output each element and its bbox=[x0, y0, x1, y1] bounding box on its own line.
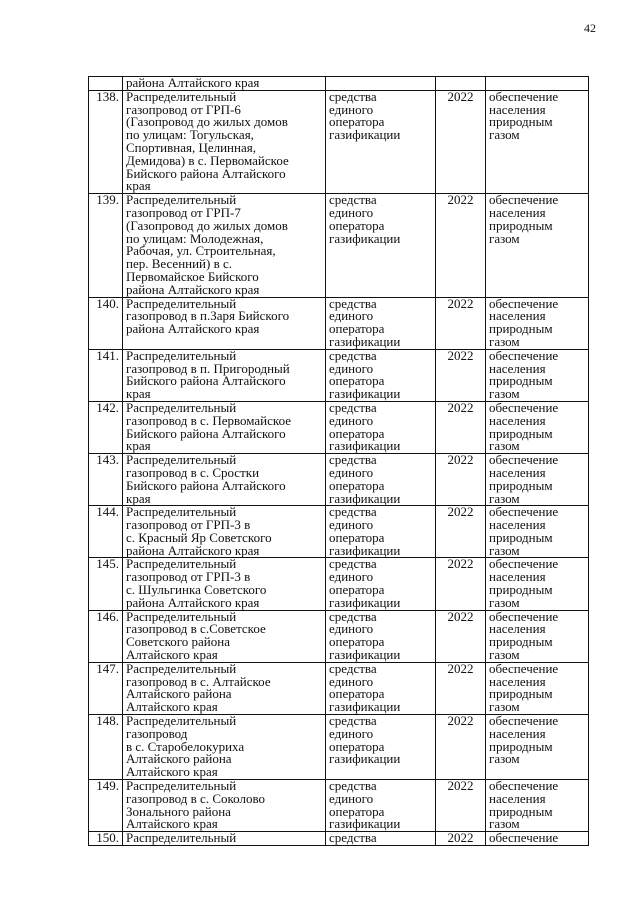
cell-year: 2022 bbox=[436, 506, 486, 558]
cell-purpose: обеспечение населения природным газом bbox=[486, 610, 589, 662]
cell-name: Распределительный газопровод от ГРП-6 (Газопровод до жилых домов по улицам: Тогульская, Спортивная, Целинная, Демидова) в с. Первомайское Бийского района Алтайского края bbox=[123, 90, 326, 193]
table-row bbox=[89, 297, 589, 349]
cell-year: 2022 bbox=[436, 297, 486, 349]
cell-source: средства единого оператора газификации bbox=[326, 454, 436, 506]
cell-source: средства bbox=[326, 832, 436, 846]
cell-name: Распределительный газопровод в с. Первомайское Бийского района Алтайского края bbox=[123, 401, 326, 453]
cell-source bbox=[326, 77, 436, 91]
table-row bbox=[89, 90, 589, 193]
cell-year: 2022 bbox=[436, 454, 486, 506]
page-number: 42 bbox=[584, 21, 596, 35]
table-row-carryover bbox=[89, 77, 589, 91]
cell-purpose bbox=[486, 77, 589, 91]
cell-source: средства единого оператора газификации bbox=[326, 297, 436, 349]
cell-purpose: обеспечение населения природным газом bbox=[486, 454, 589, 506]
cell-number: 138. bbox=[89, 90, 123, 193]
cell-year: 2022 bbox=[436, 832, 486, 846]
cell-name: района Алтайского края bbox=[123, 77, 326, 91]
table-row bbox=[89, 610, 589, 662]
cell-number: 143. bbox=[89, 454, 123, 506]
cell-source: средства единого оператора газификации bbox=[326, 715, 436, 780]
gas-pipeline-table bbox=[88, 76, 589, 846]
cell-name: Распределительный газопровод в п.Заря Бийского района Алтайского края bbox=[123, 297, 326, 349]
cell-purpose: обеспечение населения природным газом bbox=[486, 662, 589, 714]
cell-source: средства единого оператора газификации bbox=[326, 194, 436, 297]
cell-name: Распределительный газопровод от ГРП-3 в с. Красный Яр Советского района Алтайского края bbox=[123, 506, 326, 558]
cell-purpose: обеспечение населения природным газом bbox=[486, 194, 589, 297]
table-row bbox=[89, 506, 589, 558]
table-row bbox=[89, 558, 589, 610]
cell-source: средства единого оператора газификации bbox=[326, 401, 436, 453]
cell-year: 2022 bbox=[436, 662, 486, 714]
cell-name: Распределительный газопровод в с.Советское Советского района Алтайского края bbox=[123, 610, 326, 662]
cell-purpose: обеспечение bbox=[486, 832, 589, 846]
cell-number: 146. bbox=[89, 610, 123, 662]
cell-purpose: обеспечение населения природным газом bbox=[486, 558, 589, 610]
cell-source: средства единого оператора газификации bbox=[326, 349, 436, 401]
cell-year: 2022 bbox=[436, 780, 486, 832]
cell-source: средства единого оператора газификации bbox=[326, 780, 436, 832]
cell-number: 142. bbox=[89, 401, 123, 453]
cell-purpose: обеспечение населения природным газом bbox=[486, 349, 589, 401]
cell-name: Распределительный газопровод в с. Соколово Зонального района Алтайского края bbox=[123, 780, 326, 832]
cell-year: 2022 bbox=[436, 610, 486, 662]
cell-name: Распределительный газопровод в с. Сростки Бийского района Алтайского края bbox=[123, 454, 326, 506]
cell-number: 144. bbox=[89, 506, 123, 558]
cell-number: 149. bbox=[89, 780, 123, 832]
cell-year: 2022 bbox=[436, 90, 486, 193]
cell-number: 141. bbox=[89, 349, 123, 401]
cell-year bbox=[436, 77, 486, 91]
cell-number: 145. bbox=[89, 558, 123, 610]
cell-number: 139. bbox=[89, 194, 123, 297]
cell-purpose: обеспечение населения природным газом bbox=[486, 401, 589, 453]
cell-name: Распределительный газопровод в п. Пригородный Бийского района Алтайского края bbox=[123, 349, 326, 401]
cell-name: Распределительный газопровод от ГРП-3 в с. Шульгинка Советского района Алтайского края bbox=[123, 558, 326, 610]
table-row bbox=[89, 194, 589, 297]
cell-source: средства единого оператора газификации bbox=[326, 558, 436, 610]
cell-source: средства единого оператора газификации bbox=[326, 610, 436, 662]
cell-year: 2022 bbox=[436, 715, 486, 780]
cell-year: 2022 bbox=[436, 194, 486, 297]
cell-purpose: обеспечение населения природным газом bbox=[486, 715, 589, 780]
cell-source: средства единого оператора газификации bbox=[326, 90, 436, 193]
cell-number bbox=[89, 77, 123, 91]
cell-year: 2022 bbox=[436, 558, 486, 610]
cell-source: средства единого оператора газификации bbox=[326, 662, 436, 714]
cell-year: 2022 bbox=[436, 401, 486, 453]
cell-number: 148. bbox=[89, 715, 123, 780]
cell-purpose: обеспечение населения природным газом bbox=[486, 297, 589, 349]
cell-source: средства единого оператора газификации bbox=[326, 506, 436, 558]
table-row bbox=[89, 401, 589, 453]
table-row bbox=[89, 780, 589, 832]
cell-name: Распределительный bbox=[123, 832, 326, 846]
cell-year: 2022 bbox=[436, 349, 486, 401]
table-row bbox=[89, 715, 589, 780]
table-row bbox=[89, 349, 589, 401]
table-row bbox=[89, 832, 589, 846]
cell-number: 147. bbox=[89, 662, 123, 714]
table-row bbox=[89, 454, 589, 506]
cell-name: Распределительный газопровод от ГРП-7 (Газопровод до жилых домов по улицам: Молодежная, Рабочая, ул. Строительная, пер. Весенний) в с. Первомайское Бийского района Алтайского края bbox=[123, 194, 326, 297]
cell-purpose: обеспечение населения природным газом bbox=[486, 780, 589, 832]
cell-purpose: обеспечение населения природным газом bbox=[486, 506, 589, 558]
cell-purpose: обеспечение населения природным газом bbox=[486, 90, 589, 193]
cell-name: Распределительный газопровод в с. Старобелокуриха Алтайского района Алтайского края bbox=[123, 715, 326, 780]
cell-number: 150. bbox=[89, 832, 123, 846]
cell-name: Распределительный газопровод в с. Алтайское Алтайского района Алтайского края bbox=[123, 662, 326, 714]
table-row bbox=[89, 662, 589, 714]
cell-number: 140. bbox=[89, 297, 123, 349]
